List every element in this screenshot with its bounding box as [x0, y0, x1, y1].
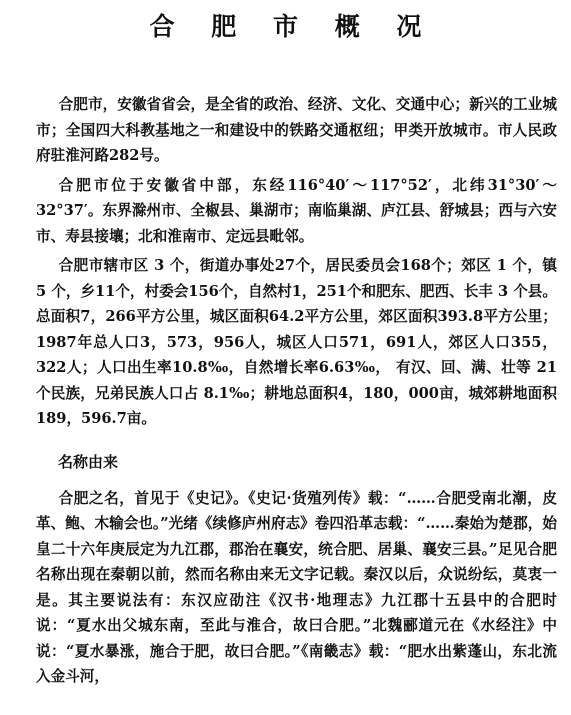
paragraph-administration: 合肥市辖市区 3 个，街道办事处27个，居民委员会168个；郊区 1 个，镇 5 个，乡11个，村委会156个，自然村1，251个和肥东、肥西、长丰 3 个县。总面积7，266平方公里，城区面积64.2平方公里，郊区面积393.8平方公里；1987年总人口3，573，956人，城区人口571，691人，郊区人口355，322人；人口出生率10.8‰，自然增长率6.63‰， 有汉、回、满、壮等 21 个民族，兄弟民族人口占 8.1‰；耕地总面积4，180，000亩，城郊耕地面积189，596.7亩。 — [36, 257, 557, 427]
section-heading — [0, 450, 571, 474]
section-heading-text: 名称由来 — [58, 452, 119, 471]
page-title: 合 肥 市 概 况 — [149, 12, 436, 41]
paragraph-name-origin: 合肥之名，首见于《史记》。《史记·货殖列传》载：“……合肥受南北潮，皮革、鲍、木输会也。”光绪《续修庐州府志》卷四沿革志载：“……秦始为楚郡，始皇二十六年庚辰定为九江郡，郡治在襄安，统合肥、居巢、襄安三县。”足见合肥名称出现在秦朝以前，然而名称由来无文字记载。秦汉以后，众说纷纭，莫衷一是。其主要说法有：东汉应劭注《汉书·地理志》九江郡十五县中的合肥时说：“夏水出父城东南，至此与淮合，故曰合肥。”北魏郦道元在《水经注》中说：“夏水暴涨，施合于肥，故曰合肥。”《南畿志》载：“肥水出紫蓬山，东北流入金斗河， — [36, 489, 557, 685]
paragraph-location: 合肥市位于安徽省中部，东经116°40′～117°52′，北纬31°30′～32°37′。东界滁州市、全椒县、巢湖市；南临巢湖、庐江县、舒城县；西与六安市、寿县接壤；北和淮南市、定远县毗邻。 — [36, 176, 557, 245]
paragraph-overview: 合肥市，安徽省省会，是全省的政治、经济、文化、交通中心；新兴的工业城市；全国四大科教基地之一和建设中的铁路交通枢纽；甲类开放城市。市人民政府驻淮河路282号。 — [36, 96, 557, 164]
document-body — [0, 92, 571, 694]
